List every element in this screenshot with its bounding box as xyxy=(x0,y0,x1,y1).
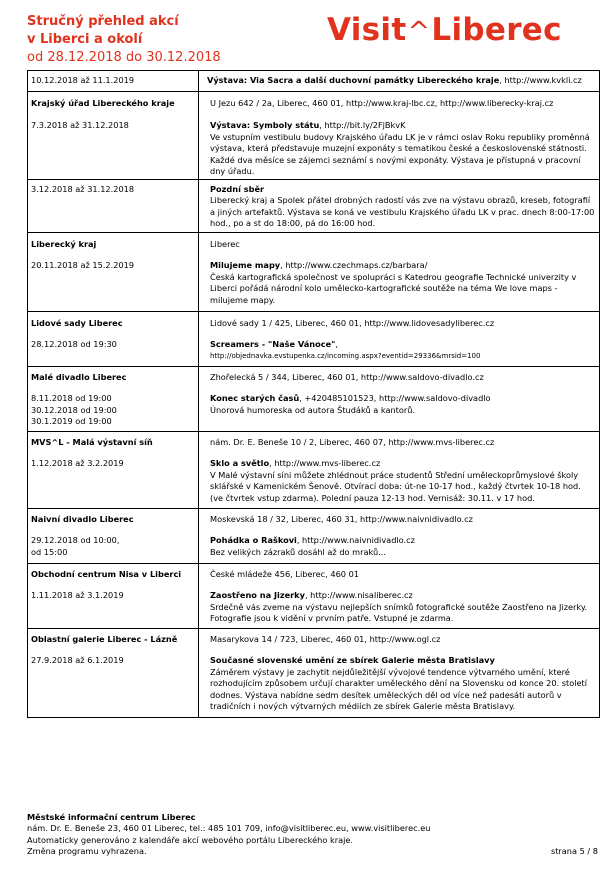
event-description: Srdečně vás zveme na výstavu nejlepších snímků fotografické soutěže Zaostřeno na Jizerky. Fotografie jsou k vidění v prvním patře. Vstupné je zdarma. xyxy=(210,601,588,624)
footer-change-note: Změna programu vyhrazena. xyxy=(27,846,147,857)
event-title: Současné slovenské umění ze sbírek Galerie města Bratislavy xyxy=(210,655,495,666)
event-description: Liberecký kraj a Spolek přátel drobných radostí vás zve na výstavu obrazů, kreseb, fotografií a jiných artefaktů. Výstava se koná ve vestibulu Krajského úřadu LK v prac. dnech 8:00-17:00 hod., po a st do 18:00, pá do 16:00 hod. xyxy=(210,195,595,229)
venue-block xyxy=(28,233,599,312)
footer-auto-note: Automaticky generováno z kalendáře akcí webového portálu Libereckého kraje. xyxy=(27,834,354,845)
venue-block xyxy=(28,564,599,629)
event-title: Pozdní sběr xyxy=(210,184,265,194)
event-url: , http://www.mvs-liberec.cz xyxy=(269,458,381,469)
venue-name: Malé divadlo Liberec xyxy=(31,372,127,382)
event-title: Sklo a světlo xyxy=(210,458,270,469)
event-url: , +420485101523, http://www.saldovo-divadlo xyxy=(299,393,491,404)
event-date-2: od 15:00 xyxy=(31,546,68,557)
event-description: Česká kartografická společnost ve spolupráci s Katedrou geografie Technické univerzity v Liberci pořádá národní kolo umělecko-kartografické soutěže na téma We love maps - milujeme mapy. xyxy=(210,271,577,305)
event-date: 27.9.2018 až 6.1.2019 xyxy=(31,655,124,666)
venue-address: U Jezu 642 / 2a, Liberec, 460 01, http://www.kraj-lbc.cz, http://www.liberecky-kraj.cz xyxy=(210,98,554,108)
venue-address: Zhořelecká 5 / 344, Liberec, 460 01, http://www.saldovo-divadlo.cz xyxy=(210,372,484,382)
venue-address: Liberec xyxy=(210,239,240,249)
event-description: V Malé výstavní síni můžete zhlédnout práce studentů Střední uměleckoprůmyslové školy sklářské v Kamenickém Šenově. Otvírací doba: út-ne 10-17 hod., každý čtvrtek 10-18 hod. (ve čtvrtek vstup zdarma). Polední pauza 12-13 hod. Vernisáž: 30.11. v 17 hod. xyxy=(210,469,581,503)
title-line-1: Stručný přehled akcí xyxy=(27,14,179,29)
page-footer xyxy=(27,812,598,858)
venue-block xyxy=(28,509,599,564)
event-title: Screamers - "Naše Vánoce" xyxy=(210,339,336,350)
venue-address: Masarykova 14 / 723, Liberec, 460 01, http://www.ogl.cz xyxy=(210,634,441,644)
event-date: 10.12.2018 až 11.1.2019 xyxy=(31,75,135,85)
report-title xyxy=(27,13,267,67)
venue-block xyxy=(28,92,599,180)
venue-name: Oblastní galerie Liberec - Lázně xyxy=(31,634,178,644)
event-date: 28.12.2018 od 19:30 xyxy=(31,339,117,350)
event-title: Pohádka o Raškovi xyxy=(210,535,297,546)
visit-liberec-logo: Visit^Liberec xyxy=(327,12,562,48)
event-block xyxy=(28,71,599,92)
event-url: , http://bit.ly/2FjBkvK xyxy=(319,120,406,131)
event-description: Ve vstupním vestibulu budovy Krajského úřadu LK je v rámci oslav Roku republiky proměnná výstava, která představuje muzejní exponáty s tematikou české a československé státnosti. Každé dva měsíce se zájemci seznámí s novými exponáty. Výstava je přístupná v pracovní dny úřadu. xyxy=(210,131,590,177)
event-description: Únorová humoreska od autora Študáků a kantorů. xyxy=(210,404,416,415)
venue-address: České mládeže 456, Liberec, 460 01 xyxy=(210,569,360,579)
venue-name: Lidové sady Liberec xyxy=(31,318,123,328)
event-date: 1.11.2018 až 3.1.2019 xyxy=(31,590,124,601)
event-url: , http://www.kvkli.cz xyxy=(499,75,582,85)
event-title: Zaostřeno na Jizerky xyxy=(210,590,305,601)
event-ticket-url: http://objednavka.evstupenka.cz/incoming.aspx?eventid=29336&mrsid=100 xyxy=(210,351,481,360)
venue-name: Naivní divadlo Liberec xyxy=(31,514,134,524)
event-title: Konec starých časů xyxy=(210,393,300,404)
venue-block xyxy=(28,312,599,367)
event-block xyxy=(28,180,599,233)
event-date: 1.12.2018 až 3.2.2019 xyxy=(31,458,124,469)
event-date: 3.12.2018 až 31.12.2018 xyxy=(31,184,135,194)
event-title: Výstava: Symboly státu xyxy=(210,120,320,131)
event-url: , http://www.nisaliberec.cz xyxy=(304,590,413,601)
event-date-3: 30.1.2019 od 19:00 xyxy=(31,416,112,427)
title-line-2: v Liberci a okolí xyxy=(27,32,143,47)
venue-name: Liberecký kraj xyxy=(31,239,97,249)
event-title: Výstava: Via Sacra a další duchovní památky Libereckého kraje xyxy=(207,75,500,85)
event-description: Bez velikých zázraků dosáhl až do mraků... xyxy=(210,546,386,557)
venue-name: Krajský úřad Libereckého kraje xyxy=(31,98,175,108)
venue-name: MVS^L - Malá výstavní síň xyxy=(31,437,153,447)
venue-block xyxy=(28,432,599,509)
event-url: , http://www.czechmaps.cz/barbara/ xyxy=(280,260,428,271)
date-range: od 28.12.2018 do 30.12.2018 xyxy=(27,50,221,65)
event-date: 7.3.2018 až 31.12.2018 xyxy=(31,120,129,131)
footer-contact: nám. Dr. E. Beneše 23, 460 01 Liberec, tel.: 485 101 709, info@visitliberec.eu, www.visitliberec.eu xyxy=(27,823,431,834)
event-url: , xyxy=(335,339,339,350)
footer-org: Městské informační centrum Liberec xyxy=(27,812,196,822)
venue-address: Lidové sady 1 / 425, Liberec, 460 01, http://www.lidovesadyliberec.cz xyxy=(210,318,495,328)
event-description: Záměrem výstavy je zachytit nejdůležitější vývojové tendence výtvarného umění, které rozhodujícím způsobem určují charakter uměleckého dění na Slovensku od konce 20. století dodnes. Výstava nabídne sedm desítek uměleckých děl od více než padesáti autorů v tradičních i nových výtvarných médiích ze sbírek Galerie města Bratislavy. xyxy=(210,666,588,712)
venue-address: nám. Dr. E. Beneše 10 / 2, Liberec, 460 07, http://www.mvs-liberec.cz xyxy=(210,437,495,447)
event-url: , http://www.naivnidivadlo.cz xyxy=(296,535,415,546)
event-date: 20.11.2018 až 15.2.2019 xyxy=(31,260,135,271)
venue-block xyxy=(28,629,599,718)
event-title: Milujeme mapy xyxy=(210,260,281,271)
event-date-2: 30.12.2018 od 19:00 xyxy=(31,404,117,415)
venue-name: Obchodní centrum Nisa v Liberci xyxy=(31,569,182,579)
events-table xyxy=(27,70,600,718)
venue-block xyxy=(28,367,599,432)
venue-address: Moskevská 18 / 32, Liberec, 460 31, http://www.naivnidivadlo.cz xyxy=(210,514,473,524)
event-date-1: 29.12.2018 od 10:00, xyxy=(31,535,120,546)
event-date-1: 8.11.2018 od 19:00 xyxy=(31,393,112,404)
page-number: strana 5 / 8 xyxy=(550,846,598,857)
